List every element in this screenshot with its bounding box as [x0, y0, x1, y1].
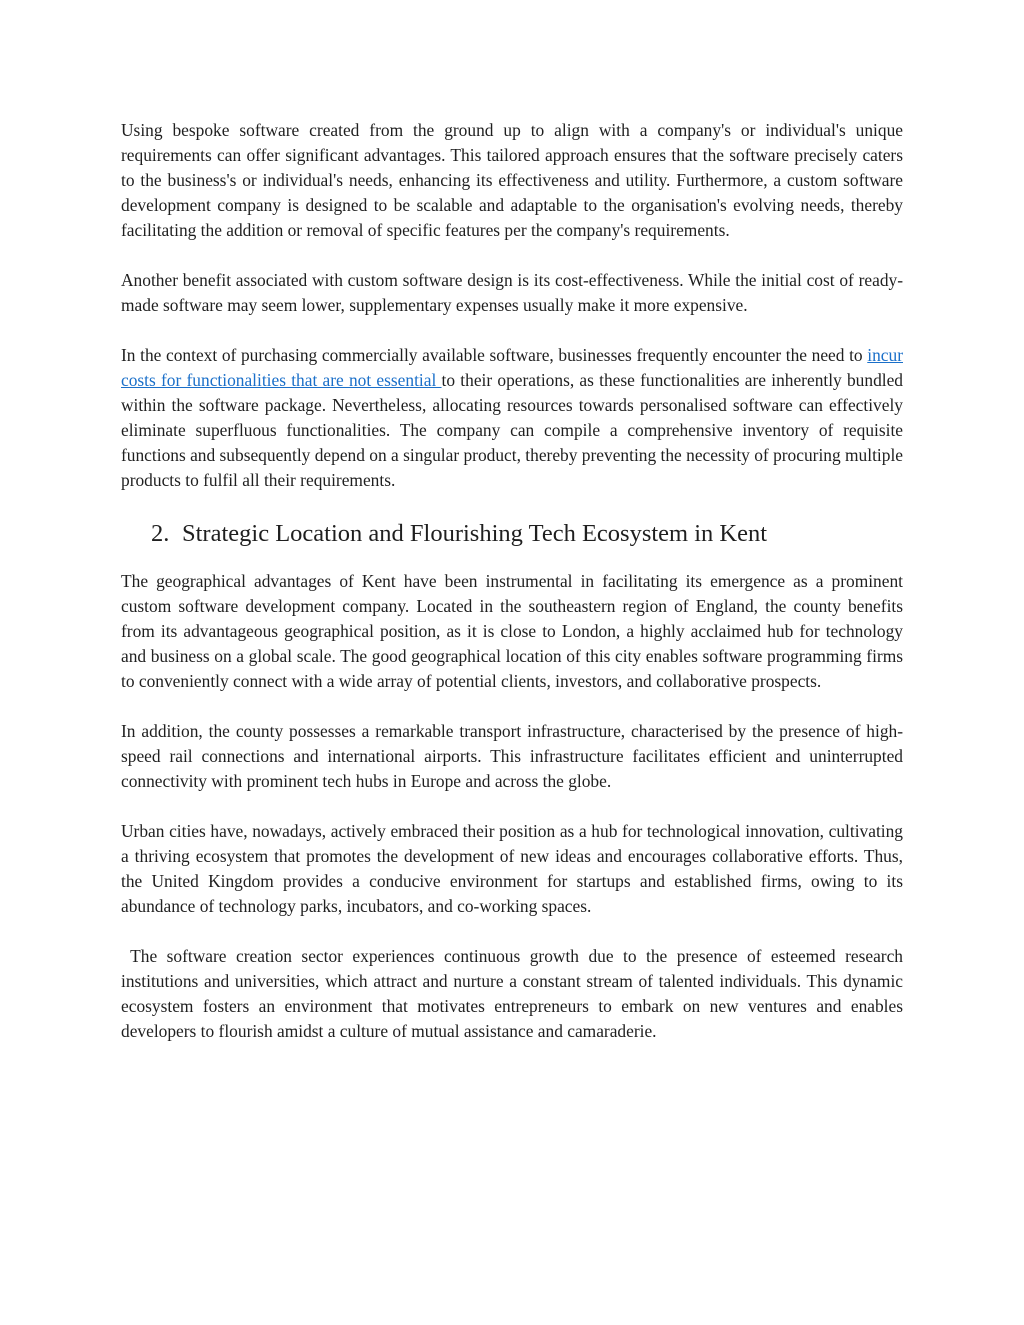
paragraph-cost-effectiveness: Another benefit associated with custom software design is its cost-effectiveness. While the initial cost of ready-made software may seem lower, supplementary expenses usually make it more expensive. — [121, 270, 903, 315]
functionalities-link[interactable]: incur costs for functionalities that are not essential — [121, 345, 903, 390]
section-heading — [121, 518, 903, 550]
paragraph-commercial-software — [121, 343, 903, 493]
paragraph-text-after-link: to their operations, as these functionalities are inherently bundled within the software package. Nevertheless, allocating resources towards personalised software can effectively eliminate superfluous functionalities. The company can compile a comprehensive inventory of requisite functions and subsequently depend on a singular product, thereby preventing the necessity of procuring multiple products to fulfil all their requirements. — [121, 370, 904, 490]
section-title: Strategic Location and Flourishing Tech Ecosystem in Kent — [182, 520, 768, 547]
paragraph-transport-infrastructure: In addition, the county possesses a remarkable transport infrastructure, characterised by the presence of high-speed rail connections and international airports. This infrastructure facilitates efficient and uninterrupted connectivity with prominent tech hubs in Europe and across the globe. — [121, 721, 903, 791]
paragraph-research-text: The software creation sector experiences continuous growth due to the presence of esteemed research institutions and universities, which attract and nurture a constant stream of talented individuals. This dynamic ecosystem fosters an environment that motivates entrepreneurs to embark on new ventures and enables developers to flourish amidst a culture of mutual assistance and camaraderie. — [121, 946, 903, 1041]
paragraph-geographical-advantages: The geographical advantages of Kent have been instrumental in facilitating its emergence as a prominent custom software development company. Located in the southeastern region of England, the county benefits from its advantageous geographical position, as it is close to London, a highly acclaimed hub for technology and business on a global scale. The good geographical location of this city enables software programming firms to conveniently connect with a wide array of potential clients, investors, and collaborative prospects. — [121, 571, 903, 691]
paragraph-urban-innovation: Urban cities have, nowadays, actively embraced their position as a hub for technological innovation, cultivating a thriving ecosystem that promotes the development of new ideas and encourages collaborative efforts. Thus, the United Kingdom provides a conducive environment for startups and established firms, owing to its abundance of technology parks, incubators, and co-working spaces. — [121, 821, 903, 916]
section-number: 2. — [151, 520, 170, 547]
paragraph-bespoke-software: Using bespoke software created from the ground up to align with a company's or individual's unique requirements can offer significant advantages. This tailored approach ensures that the software precisely caters to the business's or individual's needs, enhancing its effectiveness and utility. Furthermore, a custom software development company is designed to be scalable and adaptable to the organisation's evolving needs, thereby facilitating the addition or removal of specific features per the company's requirements. — [121, 120, 903, 240]
paragraph-text-before-link: In the context of purchasing commercially available software, businesses frequently encounter the need to — [121, 345, 868, 365]
document-page — [121, 118, 903, 1069]
paragraph-research-institutions — [121, 944, 903, 1044]
